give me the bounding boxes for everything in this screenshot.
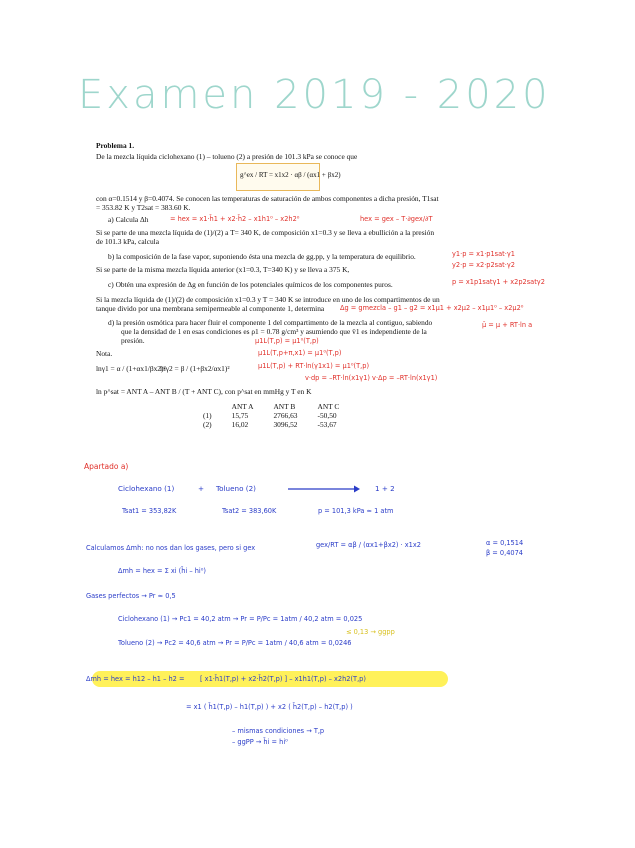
item-d2: que la densidad de 1 en esas condiciones es ρ1 = 0.78 g/cm³ y asumiendo que v̄1 es independiente de la (121, 327, 427, 336)
table-cell: -50,50 (317, 411, 337, 420)
para-d2: tanque divido por una membrana semipermeable al componente 1, determina (96, 304, 325, 313)
item-d3: presión. (121, 336, 145, 345)
para-c: Si se parte de la misma mezcla líquida anterior (x1=0.3, T=340 K) y se lleva a 375 K, (96, 265, 350, 274)
apartado-label: Apartado a) (84, 462, 129, 471)
table-header-cell: ANT C (317, 402, 340, 411)
bullet3-note: Δmh = hex = h12 – h1 – h2 = (86, 675, 185, 683)
gamma2-eq: lnγ2 = β / (1+βx2/αx1)² (160, 364, 230, 373)
osm-note-2: μ1L(T,p+π,x1) = μ1⁰(T,p) (258, 349, 342, 357)
table-row (193, 411, 349, 420)
osm-note-1: μ1L(T,p) = μ1⁰(T,p) (255, 337, 319, 345)
item-c: c) Obtén una expresión de Δg en función de los potenciales químicos de los componentes puros. (108, 280, 393, 289)
pr-note: ≤ 0,13 → ggpp (346, 628, 395, 636)
item-a-note: = hex = x1·h̄1 + x2·h̄2 – x1h1⁰ – x2h2⁰ (170, 215, 300, 223)
item-d1: d) la presión osmótica para hacer fluir el componente 1 del compartimento de la mezcla al contiguo, sabiendo (108, 318, 433, 327)
table-cell: 3096,52 (273, 420, 298, 429)
cond1-note: – mismas condiciones → T,p (232, 727, 325, 735)
bullet3-highlight: [ x1·h̄1(T,p) + x2·h̄2(T,p) ] – x1h1(T,p) – x2h2(T,p) (200, 675, 366, 683)
osm-note-3: μ1L(T,p) + RT·ln(γ1x1) = μ1⁰(T,p) (258, 362, 370, 370)
reaction-result: 1 + 2 (375, 484, 395, 493)
antoine-eq: ln p^sat = ANT A – ANT B / (T + ANT C), con p^sat en mmHg y T en K (96, 387, 312, 396)
arrow-right-icon (286, 484, 362, 494)
table-cell: 15,75 (231, 411, 249, 420)
alpha-note: α = 0,1514 (486, 539, 524, 547)
table-cell: (2) (203, 420, 212, 429)
tsat2-note: Tsat2 = 383,60K (222, 507, 277, 515)
problem-line-a2: = 353.82 K y T2sat = 383.60 K. (96, 203, 191, 212)
beta-note: β = 0,4074 (486, 549, 523, 557)
exam-title: Examen 2019 - 2020 (78, 72, 551, 118)
gex-formula: g^ex / RT = x1x2 · αβ / (αx1 + βx2) (240, 171, 341, 179)
bullet1-note: Calculamos Δmh: no nos dan los gases, pero si gex (86, 544, 256, 552)
item-a: a) Calcula Δh (108, 215, 149, 224)
side-note-4: μ̄ = μ + RT·ln a (482, 321, 533, 329)
osm-note-4: v·dp = –RT·ln(x1γ1) v·Δp = –RT·ln(x1γ1) (305, 374, 438, 382)
table-cell: -53,67 (317, 420, 337, 429)
para-b1: Si se parte de una mezcla líquida de (1)/(2) a T= 340 K, de composición x1=0.3 y se lleva a ebullición a la presión (96, 228, 435, 237)
table-header-cell (193, 402, 222, 411)
side-note-1: y1·p = x1·p1sat·γ1 (452, 250, 515, 258)
table-cell: 2766,63 (273, 411, 298, 420)
tsat1-note: Tsat1 = 353,82K (122, 507, 177, 515)
pc1-note: Ciclohexano (1) → Pc1 = 40,2 atm → Pr = P/Pc = 1atm / 40,2 atm = 0,025 (118, 615, 363, 623)
reactant-1: Ciclohexano (1) (118, 484, 175, 493)
gex-eq-note: gex/RT = αβ / (αx1+βx2) · x1x2 (316, 541, 421, 549)
bullet2-note: Gases perfectos → Pr ≈ 0,5 (86, 592, 176, 600)
nota-label: Nota. (96, 349, 113, 358)
table-cell: 16,02 (231, 420, 249, 429)
item-c-note: Δg = gmezcla – g1 – g2 = x1μ1 + x2μ2 – x1μ1⁰ – x2μ2⁰ (340, 304, 524, 312)
reaction-plus: + (198, 484, 205, 493)
table-row (193, 420, 349, 429)
problem-heading: Problema 1. (96, 141, 135, 150)
problem-intro: De la mezcla líquida ciclohexano (1) – tolueno (2) a presión de 101.3 kPa se conoce que (96, 152, 358, 161)
pc2-note: Tolueno (2) → Pc2 = 40,6 atm → Pr = P/Pc = 1atm / 40,6 atm = 0,0246 (118, 639, 352, 647)
para-d1: Si la mezcla líquida de (1)/(2) de composición x1=0.3 y T = 340 K se introduce en uno de los compartimentos de un (96, 295, 440, 304)
dmh-note: Δmh = hex = Σ xi (h̄i – hi⁰) (118, 567, 206, 575)
reactant-2: Tolueno (2) (216, 484, 256, 493)
item-a-note2: hex = gex – T·∂gex/∂T (360, 215, 433, 223)
table-header-cell: ANT A (231, 402, 254, 411)
side-note-2: y2·p = x2·p2sat·γ2 (452, 261, 515, 269)
table-header-row (193, 402, 349, 411)
cond2-note: – ggPP → h̄i = hi⁰ (232, 738, 288, 746)
para-b2: de 101.3 kPa, calcula (96, 237, 160, 246)
pressure-note: p = 101,3 kPa ≈ 1 atm (318, 507, 394, 515)
eq-line-note: = x1 ( h̄1(T,p) – h1(T,p) ) + x2 ( h̄2(T,p) – h2(T,p) ) (186, 703, 353, 711)
item-b: b) la composición de la fase vapor, suponiendo ésta una mezcla de gg.pp, y la temperatura de equilibrio. (108, 252, 416, 261)
antoine-table (193, 402, 349, 429)
table-header-cell: ANT B (273, 402, 296, 411)
gamma1-eq: lnγ1 = α / (1+αx1/βx2)² (96, 364, 166, 373)
table-cell: (1) (203, 411, 212, 420)
problem-line-a1: con α=0.1514 y β=0.4074. Se conocen las temperaturas de saturación de ambos componentes a dicha presión, T1sat (96, 194, 439, 203)
side-note-3: p = x1p1satγ1 + x2p2satγ2 (452, 278, 545, 286)
